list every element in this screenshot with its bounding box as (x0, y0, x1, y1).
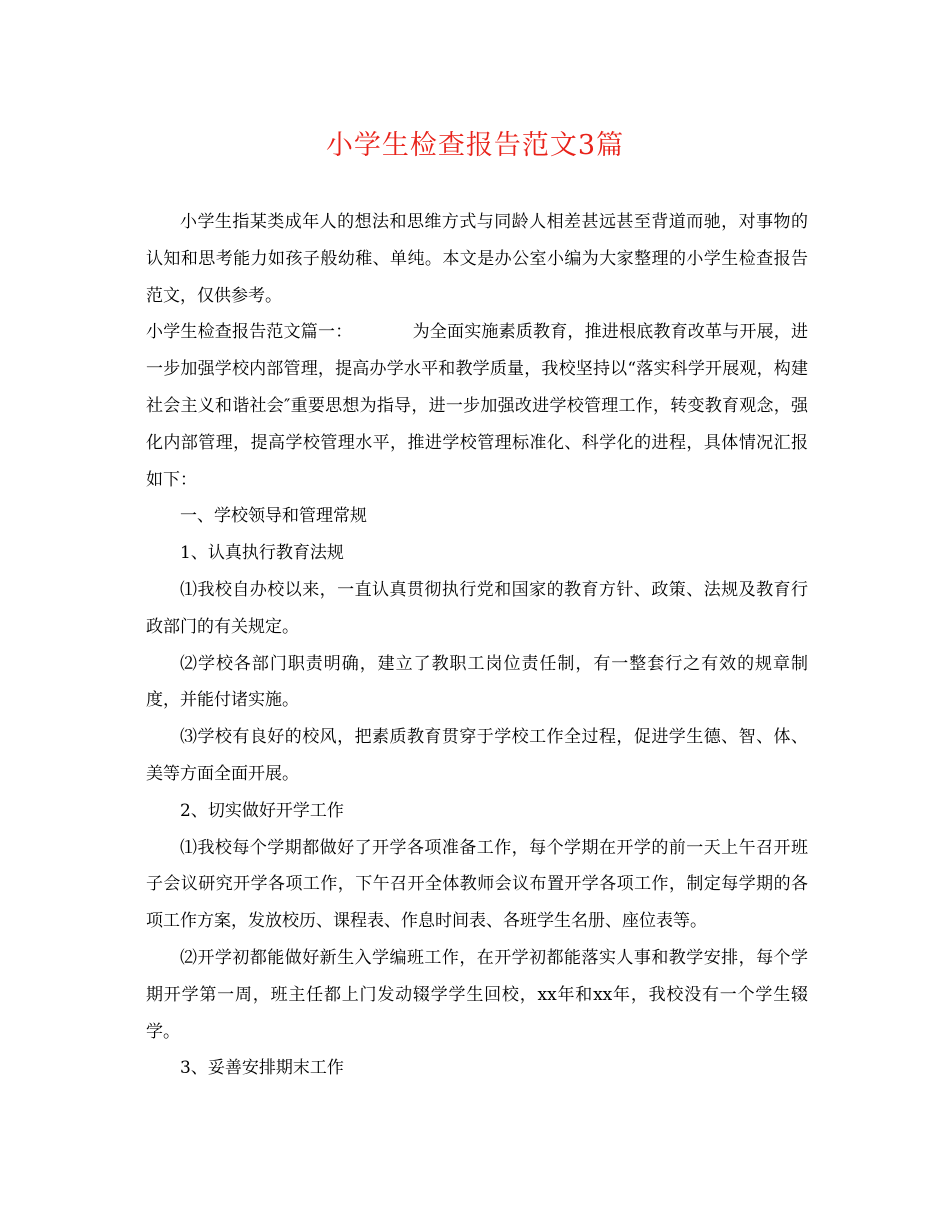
subheading-semester-start: 2、切实做好开学工作 (180, 800, 344, 821)
paragraph-1-2: ⑵学校各部门职责明确，建立了教职工岗位责任制，有一整套行之有效的规章制度，并能付诸实施。 (146, 653, 808, 711)
document-title: 小学生检查报告范文3篇 (325, 130, 625, 161)
paragraph-1-1: ⑴我校自办校以来，一直认真贯彻执行党和国家的教育方针、政策、法规及教育行政部门的有关规定。 (146, 579, 808, 637)
paragraph-2-1: ⑴我校每个学期都做好了开学各项准备工作，每个学期在开学的前一天上午召开班子会议研究开学各项工作，下午召开全体教师会议布置开学各项工作，制定每学期的各项工作方案，发放校历、课程表、作息时间表、各班学生名册、座位表等。 (146, 837, 808, 932)
section-paragraph (146, 314, 808, 498)
section-text: 为全面实施素质教育，推进根底教育改革与开展，进一步加强学校内部管理，提高办学水平和教学质量，我校坚持以“落实科学开展观，构建社会主义和谐社会″重要思想为指导，进一步加强改进学校管理工作，转变教育观念，强化内部管理，提高学校管理水平，推进学校管理标准化、科学化的进程，具体情况汇报如下： (146, 322, 809, 490)
subheading-education-law: 1、认真执行教育法规 (180, 543, 344, 564)
heading-school-management: 一、学校领导和管理常规 (180, 506, 367, 527)
section-label: 小学生检查报告范文篇一： (146, 322, 353, 343)
paragraph-1-3: ⑶学校有良好的校风，把素质教育贯穿于学校工作全过程，促进学生德、智、体、美等方面全面开展。 (146, 727, 808, 784)
intro-paragraph: 小学生指某类成年人的想法和思维方式与同龄人相差甚远甚至背道而驰，对事物的认知和思考能力如孩子般幼稚、单纯。本文是办公室小编为大家整理的小学生检查报告范文，仅供参考。 (146, 212, 808, 306)
subheading-semester-end: 3、妥善安排期末工作 (180, 1058, 344, 1079)
document-body (146, 204, 808, 1087)
paragraph-2-2: ⑵开学初都能做好新生入学编班工作，在开学初都能落实人事和教学安排，每个学期开学第一周，班主任都上门发动辍学学生回校，xx年和xx年，我校没有一个学生辍学。 (146, 947, 808, 1042)
